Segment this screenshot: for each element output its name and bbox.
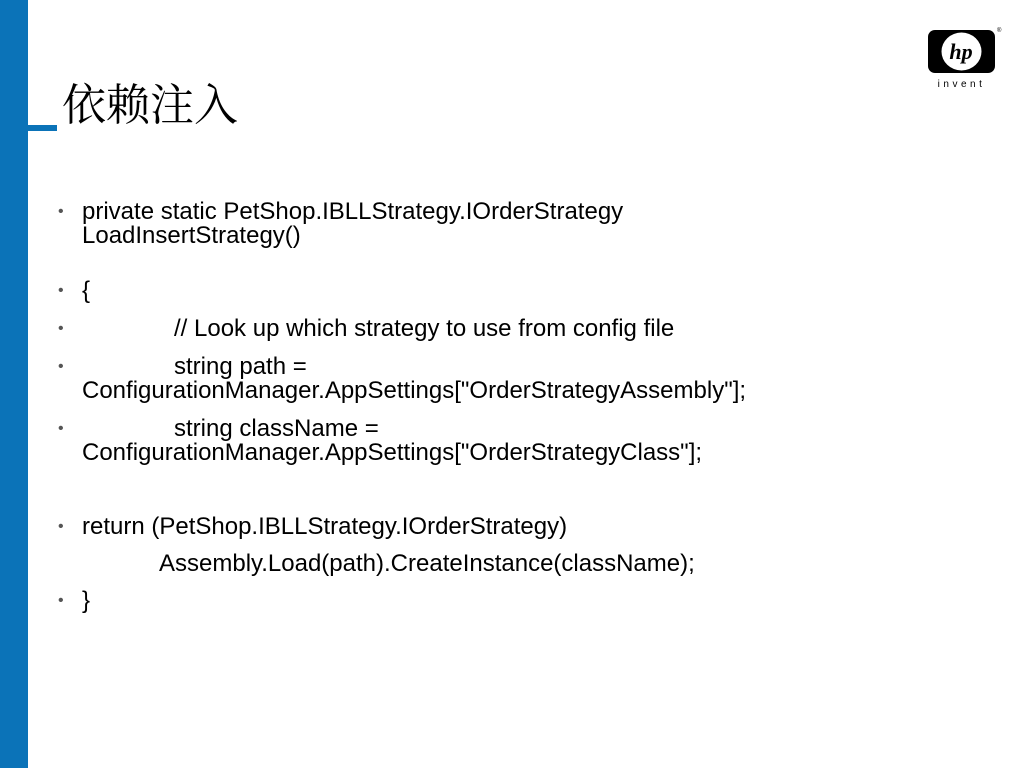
bullet-marker: • xyxy=(58,320,64,337)
logo-registered-mark: ® xyxy=(997,28,1002,34)
hp-logo xyxy=(928,28,1002,94)
hp-logo-icon xyxy=(928,30,995,73)
bullet-marker: • xyxy=(58,203,64,220)
bullet-marker: • xyxy=(58,358,64,375)
slide-title: 依赖注入 xyxy=(62,80,238,131)
list-item xyxy=(58,417,902,465)
list-item-text: // Look up which strategy to use from config file xyxy=(174,315,675,342)
list-item-text: string path = ConfigurationManager.AppSettings["OrderStrategyAssembly"]; xyxy=(82,353,747,404)
list-item xyxy=(58,317,958,341)
bullet-marker: • xyxy=(58,592,64,609)
list-item-text: private static PetShop.IBLLStrategy.IOrderStrategy LoadInsertStrategy() xyxy=(82,198,624,249)
list-item-text: return (PetShop.IBLLStrategy.IOrderStrategy) xyxy=(82,513,568,540)
continuation-line: Assembly.Load(path).CreateInstance(className); xyxy=(159,550,695,577)
slide-content xyxy=(58,200,958,613)
bullet-marker: • xyxy=(58,420,64,437)
logo-tagline: invent xyxy=(937,79,986,90)
list-item xyxy=(58,355,902,403)
left-accent-bar xyxy=(0,0,28,768)
list-item xyxy=(58,200,742,248)
list-item-text: } xyxy=(82,587,91,614)
list-item-text: string className = ConfigurationManager.AppSettings["OrderStrategyClass"]; xyxy=(82,415,703,466)
list-item-text: { xyxy=(82,277,91,304)
logo-brand-text: hp xyxy=(949,39,973,64)
list-item xyxy=(58,279,958,303)
bullet-marker: • xyxy=(58,518,64,535)
title-accent-rule xyxy=(0,125,57,131)
list-item xyxy=(58,515,958,539)
list-item xyxy=(58,589,958,613)
bullet-marker: • xyxy=(58,282,64,299)
